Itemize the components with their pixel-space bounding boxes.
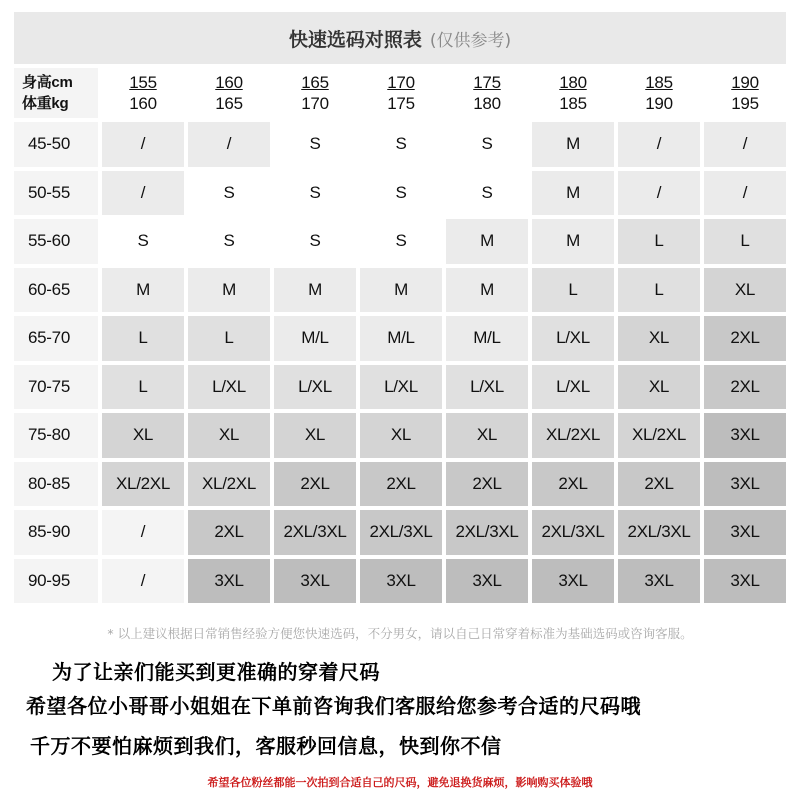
size-cell: 2XL — [274, 462, 356, 507]
size-cell: 3XL — [618, 559, 700, 604]
message-line-2: 希望各位小哥哥小姐姐在下单前咨询我们客服给您参考合适的尺码哦 — [26, 694, 641, 718]
height-range-end: 165 — [215, 94, 243, 113]
size-cell: XL — [102, 413, 184, 458]
size-cell: 3XL — [274, 559, 356, 604]
weight-range-label: 65-70 — [14, 316, 98, 361]
size-cell: M/L — [274, 316, 356, 361]
size-cell: 2XL — [532, 462, 614, 507]
height-range-start: 165 — [301, 73, 329, 92]
weight-range-label: 60-65 — [14, 268, 98, 313]
height-column-header — [188, 68, 270, 118]
size-cell: S — [274, 219, 356, 264]
height-range-end: 180 — [473, 94, 501, 113]
size-cell: L/XL — [274, 365, 356, 410]
size-cell: S — [446, 122, 528, 167]
weight-range-label: 55-60 — [14, 219, 98, 264]
size-cell: L — [102, 365, 184, 410]
size-cell: 2XL/3XL — [532, 510, 614, 555]
size-chart-table — [14, 68, 786, 603]
weight-range-label: 45-50 — [14, 122, 98, 167]
size-cell: M — [532, 219, 614, 264]
size-cell: 2XL — [704, 316, 786, 361]
size-cell: XL — [618, 365, 700, 410]
weight-range-label: 85-90 — [14, 510, 98, 555]
height-column-header — [704, 68, 786, 118]
size-cell: XL — [704, 268, 786, 313]
size-cell: L — [618, 268, 700, 313]
size-cell: 2XL — [704, 365, 786, 410]
size-cell: S — [274, 122, 356, 167]
size-cell: XL — [274, 413, 356, 458]
size-cell: L — [102, 316, 184, 361]
size-cell: / — [102, 559, 184, 604]
size-cell: 3XL — [360, 559, 442, 604]
size-cell: 2XL — [618, 462, 700, 507]
height-axis-label: 身高cm — [22, 74, 73, 91]
size-cell: S — [360, 219, 442, 264]
size-cell: XL — [188, 413, 270, 458]
size-cell: 2XL/3XL — [360, 510, 442, 555]
size-cell: 3XL — [532, 559, 614, 604]
size-cell: M — [188, 268, 270, 313]
height-column-header — [102, 68, 184, 118]
size-cell: XL/2XL — [102, 462, 184, 507]
size-cell: 2XL/3XL — [446, 510, 528, 555]
size-cell: L — [188, 316, 270, 361]
size-cell: L/XL — [188, 365, 270, 410]
size-cell: / — [618, 122, 700, 167]
height-range-start: 190 — [731, 73, 759, 92]
size-cell: M — [274, 268, 356, 313]
size-cell: / — [704, 122, 786, 167]
height-column-header — [618, 68, 700, 118]
size-cell: S — [188, 171, 270, 216]
height-range-start: 155 — [129, 73, 157, 92]
size-cell: M — [532, 171, 614, 216]
size-cell: M — [360, 268, 442, 313]
size-cell: 3XL — [704, 510, 786, 555]
size-cell: 2XL/3XL — [274, 510, 356, 555]
size-cell: XL/2XL — [532, 413, 614, 458]
height-range-start: 185 — [645, 73, 673, 92]
size-cell: / — [102, 122, 184, 167]
size-cell: 3XL — [704, 559, 786, 604]
size-cell: 2XL/3XL — [618, 510, 700, 555]
weight-range-label: 75-80 — [14, 413, 98, 458]
size-cell: 2XL — [360, 462, 442, 507]
size-cell: S — [274, 171, 356, 216]
height-column-header — [274, 68, 356, 118]
size-cell: XL/2XL — [188, 462, 270, 507]
size-cell: / — [704, 171, 786, 216]
size-cell: S — [188, 219, 270, 264]
size-cell: 2XL — [188, 510, 270, 555]
size-cell: 2XL — [446, 462, 528, 507]
size-cell: 3XL — [188, 559, 270, 604]
height-range-end: 190 — [645, 94, 673, 113]
size-cell: M — [102, 268, 184, 313]
size-cell: M — [532, 122, 614, 167]
size-cell: M — [446, 268, 528, 313]
height-range-start: 175 — [473, 73, 501, 92]
size-cell: / — [102, 510, 184, 555]
height-range-start: 160 — [215, 73, 243, 92]
size-cell: XL — [360, 413, 442, 458]
size-cell: / — [618, 171, 700, 216]
height-column-header — [532, 68, 614, 118]
height-range-start: 180 — [559, 73, 587, 92]
size-cell: 3XL — [704, 413, 786, 458]
size-cell: 3XL — [704, 462, 786, 507]
size-cell: XL — [446, 413, 528, 458]
page-title: 快速选码对照表 — [288, 28, 422, 51]
size-cell: S — [360, 171, 442, 216]
size-cell: XL/2XL — [618, 413, 700, 458]
height-range-end: 185 — [559, 94, 587, 113]
size-cell: L — [618, 219, 700, 264]
footnote: * 以上建议根据日常销售经验方便您快速选码，不分男女，请以自己日常穿着标准为基础选码或咨询客服。 — [107, 626, 693, 641]
size-cell: L — [532, 268, 614, 313]
height-range-start: 170 — [387, 73, 415, 92]
corner-header — [14, 68, 98, 118]
size-cell: M/L — [446, 316, 528, 361]
size-cell: M/L — [360, 316, 442, 361]
height-column-header — [446, 68, 528, 118]
size-cell: M — [446, 219, 528, 264]
height-range-end: 195 — [731, 94, 759, 113]
weight-range-label: 80-85 — [14, 462, 98, 507]
weight-axis-label: 体重kg — [22, 95, 69, 112]
size-cell: L/XL — [532, 365, 614, 410]
size-cell: / — [102, 171, 184, 216]
size-cell: S — [446, 171, 528, 216]
size-cell: L/XL — [360, 365, 442, 410]
size-cell: XL — [618, 316, 700, 361]
red-reminder: 希望各位粉丝都能一次拍到合适自己的尺码，避免退换货麻烦，影响购买体验哦 — [207, 776, 593, 789]
size-cell: L — [704, 219, 786, 264]
message-line-3: 千万不要怕麻烦到我们，客服秒回信息，快到你不信 — [30, 734, 502, 758]
height-range-end: 170 — [301, 94, 329, 113]
message-line-1: 为了让亲们能买到更准确的穿着尺码 — [52, 660, 380, 684]
title-bar — [14, 12, 786, 64]
size-cell: L/XL — [532, 316, 614, 361]
weight-range-label: 70-75 — [14, 365, 98, 410]
height-column-header — [360, 68, 442, 118]
size-cell: / — [188, 122, 270, 167]
weight-range-label: 50-55 — [14, 171, 98, 216]
height-range-end: 175 — [387, 94, 415, 113]
size-cell: L/XL — [446, 365, 528, 410]
weight-range-label: 90-95 — [14, 559, 98, 604]
height-range-end: 160 — [129, 94, 157, 113]
page-subtitle: (仅供参考) — [429, 30, 512, 51]
size-cell: S — [102, 219, 184, 264]
size-cell: S — [360, 122, 442, 167]
size-cell: 3XL — [446, 559, 528, 604]
